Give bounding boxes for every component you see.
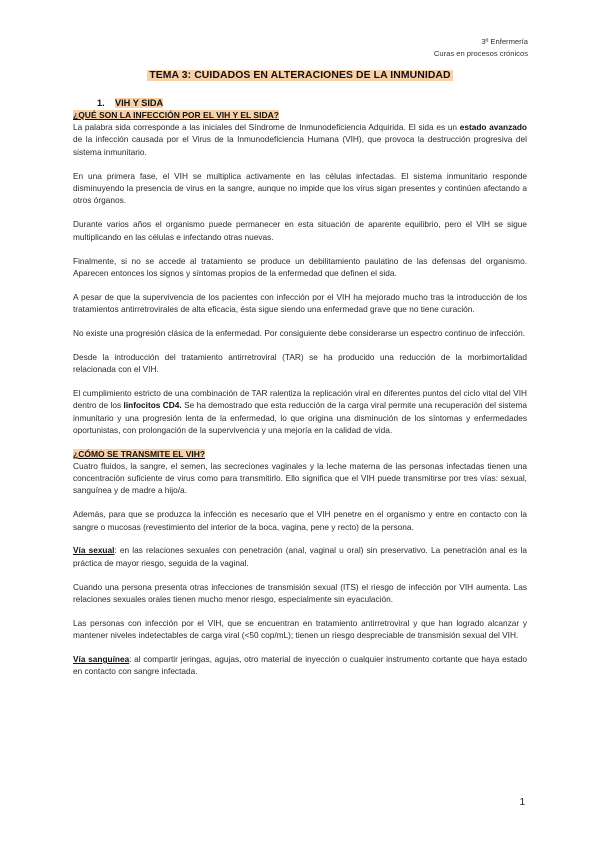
paragraph-4: Finalmente, si no se accede al tratamiento se produce un debilitamiento paulatino de las defensas del organismo. Aparecen entonces los signos y síntomas propios de la enfermedad que definen el sida. [73, 255, 527, 278]
paragraph-14: Vía sanguínea: al compartir jeringas, agujas, otro material de inyección o cualquier instrumento cortante que haya estado en contacto con sangre infectada. [73, 654, 528, 677]
paragraph-7: Desde la introducción del tratamiento antirretroviral (TAR) se ha producido una reducción de la morbimortalidad relacionada con el VIH. [73, 351, 527, 375]
header-course-year: 3º Enfermería [481, 37, 528, 46]
question-heading-2: ¿CÓMO SE TRANSMITE EL VIH? [73, 448, 206, 459]
paragraph-3: Durante varios años el organismo puede permanecer en esta situación de aparente equilibrio, pero el VIH se sigue multiplicando en las células e infectando otras nuevas. [73, 219, 527, 242]
term-via-sanguinea: Vía sanguínea [73, 654, 130, 665]
paragraph-8: El cumplimiento estricto de una combinación de TAR ralentiza la replicación viral en diferentes puntos del ciclo vital del VIH dentro de los linfocitos CD4. Se ha demostrado que esta reducción de la carga viral permite una recuperación del sistema inmunitario y una progresión lenta de la enfermedad, lo que origina una disminución de los síntomas y enfermedades oportunistas, con prolongación de la supervivencia y una mejoría en la calidad de vida. [73, 388, 527, 435]
paragraph-10: Además, para que se produzca la infección es necesario que el VIH penetre en el organismo y entre en contacto con la sangre o mucosas (revestimiento del interior de la boca, vagina, pene y recto) de la persona. [73, 509, 527, 532]
document-title: TEMA 3: CUIDADOS EN ALTERACIONES DE LA INMUNIDAD [149, 70, 451, 81]
section-heading [73, 97, 527, 109]
paragraph-5: A pesar de que la supervivencia de los pacientes con infección por el VIH ha mejorado mucho tras la introducción de los tratamientos antirretrovirales de alta eficacia, ésta sigue siendo una enfermedad grave que no tiene curación. [73, 291, 527, 315]
paragraph-6: No existe una progresión clásica de la enfermedad. Por consiguiente debe considerarse un espectro continuo de infección. [73, 327, 525, 338]
document-body [73, 97, 527, 689]
paragraph-9: Cuatro fluidos, la sangre, el semen, las secreciones vaginales y la leche materna de las personas infectadas tienen una concentración suficiente de virus como para transmitirlo. Ello significa que el VIH puede transmitirse por tres vías: sexual, sanguínea y de madre a hijo/a. [73, 460, 527, 496]
page-number: 1 [519, 797, 525, 808]
paragraph-2: En una primera fase, el VIH se multiplica activamente en las células infectadas. El sistema inmunitario responde disminuyendo la presencia de virus en la sangre, aunque no impide que los virus sigan presentes y continúen afectando a otros órganos. [73, 170, 527, 206]
paragraph-12: Cuando una persona presenta otras infecciones de transmisión sexual (ITS) el riesgo de infección por VIH aumenta. Las relaciones sexuales orales tienen mucho menor riesgo, especialmente sin eyaculación. [73, 581, 527, 604]
section-label: VIH Y SIDA [115, 98, 164, 108]
term-via-sexual: Vía sexual [73, 545, 115, 556]
paragraph-11: Vía sexual: en las relaciones sexuales con penetración (anal, vaginal u oral) sin preservativo. La penetración anal es la práctica de mayor riesgo, seguida de la vaginal. [73, 545, 527, 568]
page-header [434, 36, 528, 60]
paragraph-1: La palabra sida corresponde a las iniciales del Síndrome de Inmunodeficiencia Adquirida. El sida es un estado avanzado de la infección causada por el Virus de la Inmunodeficiencia Humana (VIH), que provoca la destrucción progresiva del sistema inmunitario. [73, 122, 527, 157]
question-heading-1: ¿QUÉ SON LA INFECCIÓN POR EL VIH Y EL SIDA? [73, 110, 279, 120]
paragraph-13: Las personas con infección por el VIH, que se encuentran en tratamiento antirretroviral y que han logrado alcanzar y mantener niveles indetectables de carga viral (<50 cop/mL); tienen un riesgo despreciable de transmisión sexual del VIH. [73, 617, 527, 641]
header-subject: Curas en procesos crónicos [433, 49, 528, 58]
section-number: 1. [97, 98, 105, 108]
